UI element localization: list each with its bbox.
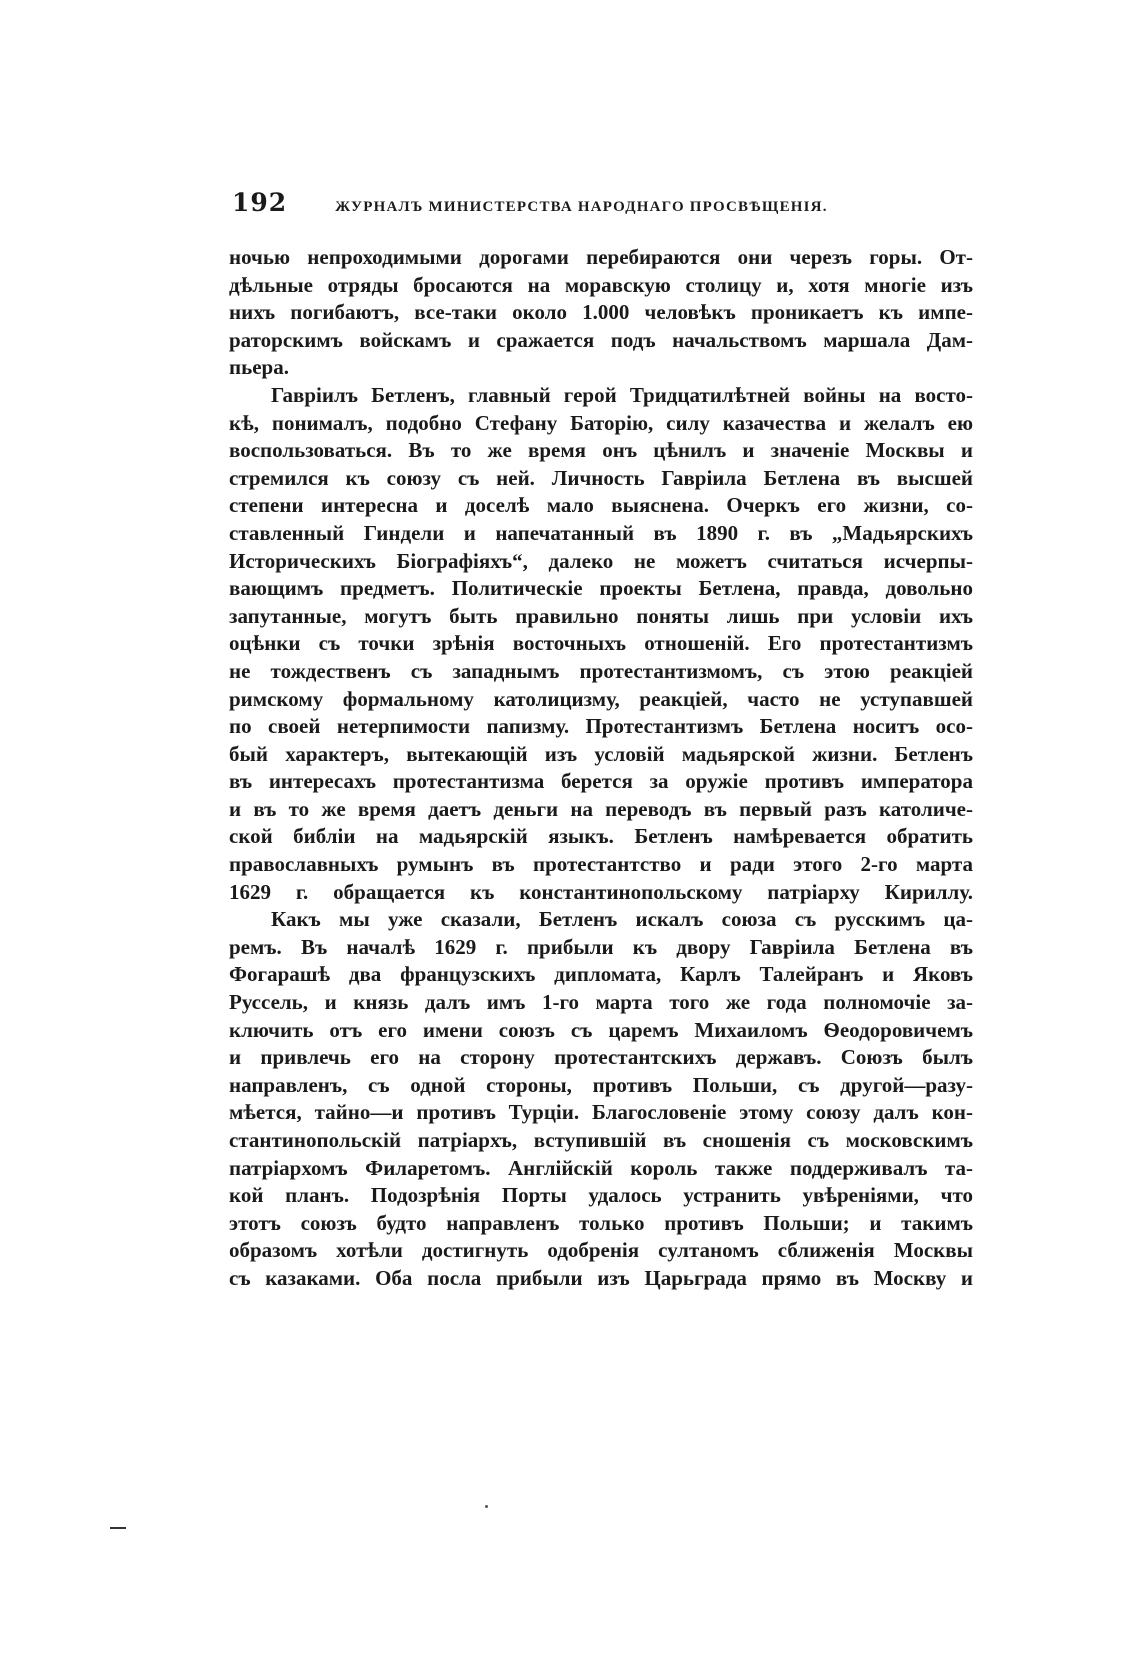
text-line: степени интересна и доселѣ мало выяснена. Очеркъ его жизни, со-: [229, 493, 973, 518]
text-line: римскому формальному католицизму, реакціей, часто не уступавшей: [229, 686, 973, 711]
text-line: кой планъ. Подозрѣнія Порты удалось устранить увѣреніями, что: [229, 1183, 973, 1208]
body-text: [229, 244, 973, 1293]
text-line: воспользоваться. Въ то же время онъ цѣнилъ и значеніе Москвы и: [229, 438, 973, 463]
text-line: вающимъ предметъ. Политическіе проекты Бетлена, правда, довольно: [229, 576, 973, 601]
text-line: пьера.: [229, 355, 289, 380]
text-line: этотъ союзъ будто направленъ только противъ Польши; и такимъ: [229, 1210, 973, 1235]
text-line: стантинопольскій патріархъ, вступившій въ сношенія съ московскимъ: [229, 1128, 973, 1152]
text-line: ской библіи на мадьярскій языкъ. Бетленъ намѣревается обратить: [229, 824, 973, 849]
text-line: съ казаками. Оба посла прибыли изъ Царьграда прямо въ Москву и: [229, 1265, 973, 1290]
paragraph-3: [229, 906, 973, 1292]
text-line: нихъ погибаютъ, все-таки около 1.000 человѣкъ проникаетъ къ импе-: [229, 300, 973, 325]
text-line: запутанные, могутъ быть правильно поняты лишь при условіи ихъ: [229, 603, 973, 628]
text-line: дѣльные отряды бросаются на моравскую столицу и, хотя многіе изъ: [229, 272, 973, 297]
text-line: 1629 г. обращается къ константинопольскому патріарху Кириллу.: [229, 879, 973, 904]
page-number: 192: [232, 188, 288, 217]
text-line: православныхъ румынъ въ протестантство и ради этого 2-го марта: [229, 852, 973, 877]
text-line: Гавріилъ Бетленъ, главный герой Тридцатилѣтней войны на восто-: [271, 382, 973, 407]
scan-speck: [485, 1505, 488, 1508]
paragraph-2: [229, 382, 973, 906]
text-line: и въ то же время даетъ деньги на переводъ въ первый разъ католиче-: [229, 796, 973, 821]
text-line: по своей нетерпимости папизму. Протестантизмъ Бетлена носитъ осо-: [229, 714, 973, 739]
running-head: [232, 188, 972, 224]
journal-title: ЖУРНАЛЪ МИНИСТЕРСТВА НАРОДНАГО ПРОСВѢЩЕНІЯ.: [335, 199, 828, 215]
text-line: стремился къ союзу съ ней. Личность Гавріила Бетлена въ высшей: [229, 465, 973, 490]
text-line: направленъ, съ одной стороны, противъ Польши, съ другой—разу-: [229, 1072, 973, 1097]
text-line: Руссель, и князь далъ имъ 1-го марта того же года полномочіе за-: [229, 990, 973, 1015]
text-line: оцѣнки съ точки зрѣнія восточныхъ отношеній. Его протестантизмъ: [229, 631, 973, 656]
text-line: бый характеръ, вытекающій изъ условій мадьярской жизни. Бетленъ: [229, 741, 973, 766]
text-line: Какъ мы уже сказали, Бетленъ искалъ союза съ русскимъ ца-: [271, 907, 973, 932]
text-line: раторскимъ войскамъ и сражается подъ начальствомъ маршала Дам-: [229, 327, 973, 352]
text-line: и привлечь его на сторону протестантскихъ державъ. Союзъ былъ: [229, 1045, 973, 1070]
scan-margin-mark: [110, 1527, 126, 1529]
text-line: патріархомъ Филаретомъ. Англійскій король также поддерживалъ та-: [229, 1155, 973, 1180]
text-line: ремъ. Въ началѣ 1629 г. прибыли къ двору Гавріила Бетлена въ: [229, 934, 973, 959]
text-line: кѣ, понималъ, подобно Стефану Баторію, силу казачества и желалъ ею: [229, 410, 973, 435]
text-line: въ интересахъ протестантизма берется за оружіе противъ императора: [229, 769, 973, 794]
text-line: образомъ хотѣли достигнуть одобренія султаномъ сближенія Москвы: [229, 1238, 973, 1263]
text-line: мѣется, тайно—и противъ Турціи. Благословеніе этому союзу далъ кон-: [229, 1100, 973, 1125]
text-line: Фогарашѣ два французскихъ дипломата, Карлъ Талейранъ и Яковъ: [229, 962, 973, 987]
text-line: Историческихъ Біографіяхъ“, далеко не можетъ считаться исчерпы-: [229, 548, 973, 573]
paragraph-1: [229, 244, 973, 382]
text-line: не тождественъ съ западнымъ протестантизмомъ, съ этою реакціей: [229, 658, 973, 683]
text-line: ставленный Гиндели и напечатанный въ 1890 г. въ „Мадьярскихъ: [229, 520, 973, 545]
text-line: ключить отъ его имени союзъ съ царемъ Михаиломъ Ѳеодоровичемъ: [229, 1017, 973, 1042]
text-line: ночью непроходимыми дорогами перебираются они черезъ горы. От-: [229, 245, 973, 269]
